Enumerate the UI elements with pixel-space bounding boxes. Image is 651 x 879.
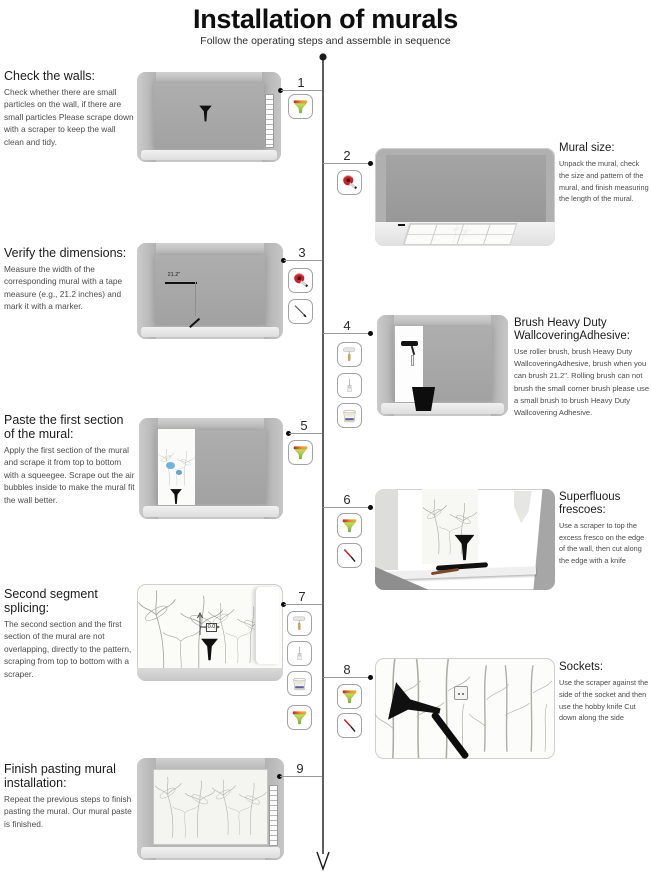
scraper-icon [197,104,214,123]
roller-brush-icon [337,342,362,367]
room-right-wall [264,243,283,339]
step-title: Verify the dimensions: [4,246,127,260]
step-4-dot [368,331,373,336]
step-title: Check the walls: [4,69,96,83]
step-description: Unpack the mural, check the size and pattern of the mural, and finish measuring the length of the mural. [559,158,649,204]
scraper-icon [383,674,449,738]
step-5-number: 5 [300,418,308,433]
step-4-text [514,317,650,420]
step-9-image [137,758,284,860]
measurement-guide-line [195,282,196,316]
room-right-wall [491,315,508,416]
step-description: Check whether there are small particles on the wall, if there are small particles Please scrape down with a scraper to keep the wall clean and tidy. [4,87,134,147]
step-5-connector [289,433,322,434]
step-title: Second segment splicing: [4,587,98,615]
step-7-text [4,587,140,680]
step-1-text [4,69,136,148]
step-1-connector [281,90,322,91]
knife-icon [337,543,362,568]
wall-corner [533,489,555,590]
room-left-wall [137,243,156,339]
step-2-dot [368,161,373,166]
step-6-number: 6 [343,492,351,507]
mural-panels-on-floor [402,223,517,245]
adhesive-bucket-icon [287,671,312,696]
squeegee-icon [288,440,313,465]
adhesive-bucket-icon [337,403,362,428]
socket [454,686,468,700]
step-6-image [375,489,555,590]
small-brush-icon [337,373,362,398]
step-6-dot [368,505,373,510]
knife-icon [337,713,362,738]
step-7-connector [284,604,322,605]
step-4-image [377,315,508,416]
step-3-text [4,246,134,313]
page-subtitle: Follow the operating steps and assemble in sequence [200,35,451,47]
step-5-image [139,418,283,519]
step-9-number: 9 [296,761,304,776]
squeegee-icon [288,94,313,119]
room-back-wall [155,255,266,325]
room-left-wall [139,418,158,519]
step-title: Superfluous frescoes: [559,491,621,516]
step-8-connector [323,677,368,678]
page-title: Installation of murals [193,4,458,34]
step-title: Brush Heavy Duty WallcoveringAdhesive: [514,317,630,342]
step-3-image [137,243,283,339]
mural-blue-accent [176,470,182,475]
step-title: Finish pasting mural installation: [4,762,116,790]
tape-measure-icon [337,170,362,195]
step-description: Measure the width of the corresponding mural with a tape measure (e.g., 21.2 inches) and mark it with a marker. [4,264,123,312]
measurement-line [165,282,197,284]
step-3-connector [284,260,322,261]
squeegee-icon [337,684,362,709]
step-2-image [375,148,555,246]
room-left-wall [137,72,156,162]
step-title: Paste the first section of the mural: [4,413,124,441]
tape-end-mark [398,224,405,226]
step-6-connector [323,507,368,508]
roller-handle-grip [411,355,414,366]
step-8-number: 8 [343,662,351,677]
room-floor [141,150,276,160]
scraper-icon [451,533,478,562]
step-description: The second section and the first section of the mural are not overlapping, directly to the pattern, scraping from top to bottom with a scraper. [4,619,132,679]
step-8-dot [368,675,373,680]
scraper-icon [198,637,221,662]
step-1-image [137,72,281,162]
ladder-icon [265,94,274,148]
step-9-connector [280,776,322,777]
step-7-number: 7 [298,589,306,604]
room-floor [143,506,278,517]
room-floor [381,403,504,414]
scraper-icon [168,488,184,505]
marker-icon [288,299,313,324]
step-2-text [559,142,649,205]
mural-roll [255,587,278,664]
timeline [315,52,331,874]
step-5-text [4,413,136,506]
step-4-connector [323,333,368,334]
step-9-text [4,762,140,830]
step-7-image [137,584,283,681]
step-8-image [375,658,555,759]
step-6-text [559,491,650,567]
small-brush-icon [287,641,312,666]
step-8-text [559,661,650,724]
step-2-connector [323,163,368,164]
step-description: Use the scraper against the side of the socket and then use the hobby knife Cut down along the side [559,677,649,723]
step-3-number: 3 [298,245,306,260]
step-description: Use roller brush, brush Heavy Duty WallcoveringAdhesive, brush when you can brush 21.2". Rolling brush can not brush the small corner brush please use a small brush to brush Heavy Duty Wallcovering Adhesive. [514,346,650,418]
roller-brush-icon [401,341,418,346]
room-left-wall [377,315,394,416]
step-description: Use a scraper to top the excess fresco on the edge of the wall, then cut along the edge with a knife [559,520,645,566]
roller-brush-icon [287,611,312,636]
wall-left-band [375,489,398,570]
step-1-number: 1 [297,75,305,90]
step-2-number: 2 [343,148,351,163]
gap-label: 0.0 [206,623,218,632]
room-back-wall [386,155,546,222]
torn-fresco-piece [514,491,532,523]
ladder-icon [269,785,278,846]
room-floor [141,327,278,338]
step-title: Mural size: [559,142,615,154]
squeegee-icon [337,513,362,538]
measurement-label: 21.2" [167,271,181,278]
step-description: Repeat the previous steps to finish pasting the mural. Our mural paste is finished. [4,794,132,829]
timeline-arrow-icon [317,852,329,869]
room-right-wall [264,418,283,519]
step-description: Apply the first section of the mural and scrape it from top to bottom with a squeegee. Scrape out the air bubbles inside to make the mural fit the wall better. [4,445,135,505]
step-title: Sockets: [559,661,604,673]
step-4-number: 4 [343,318,351,333]
squeegee-icon [287,705,312,730]
tape-measure-icon [288,268,313,293]
room-floor [141,847,279,858]
skirting-board [137,668,283,681]
finished-mural [153,769,268,844]
